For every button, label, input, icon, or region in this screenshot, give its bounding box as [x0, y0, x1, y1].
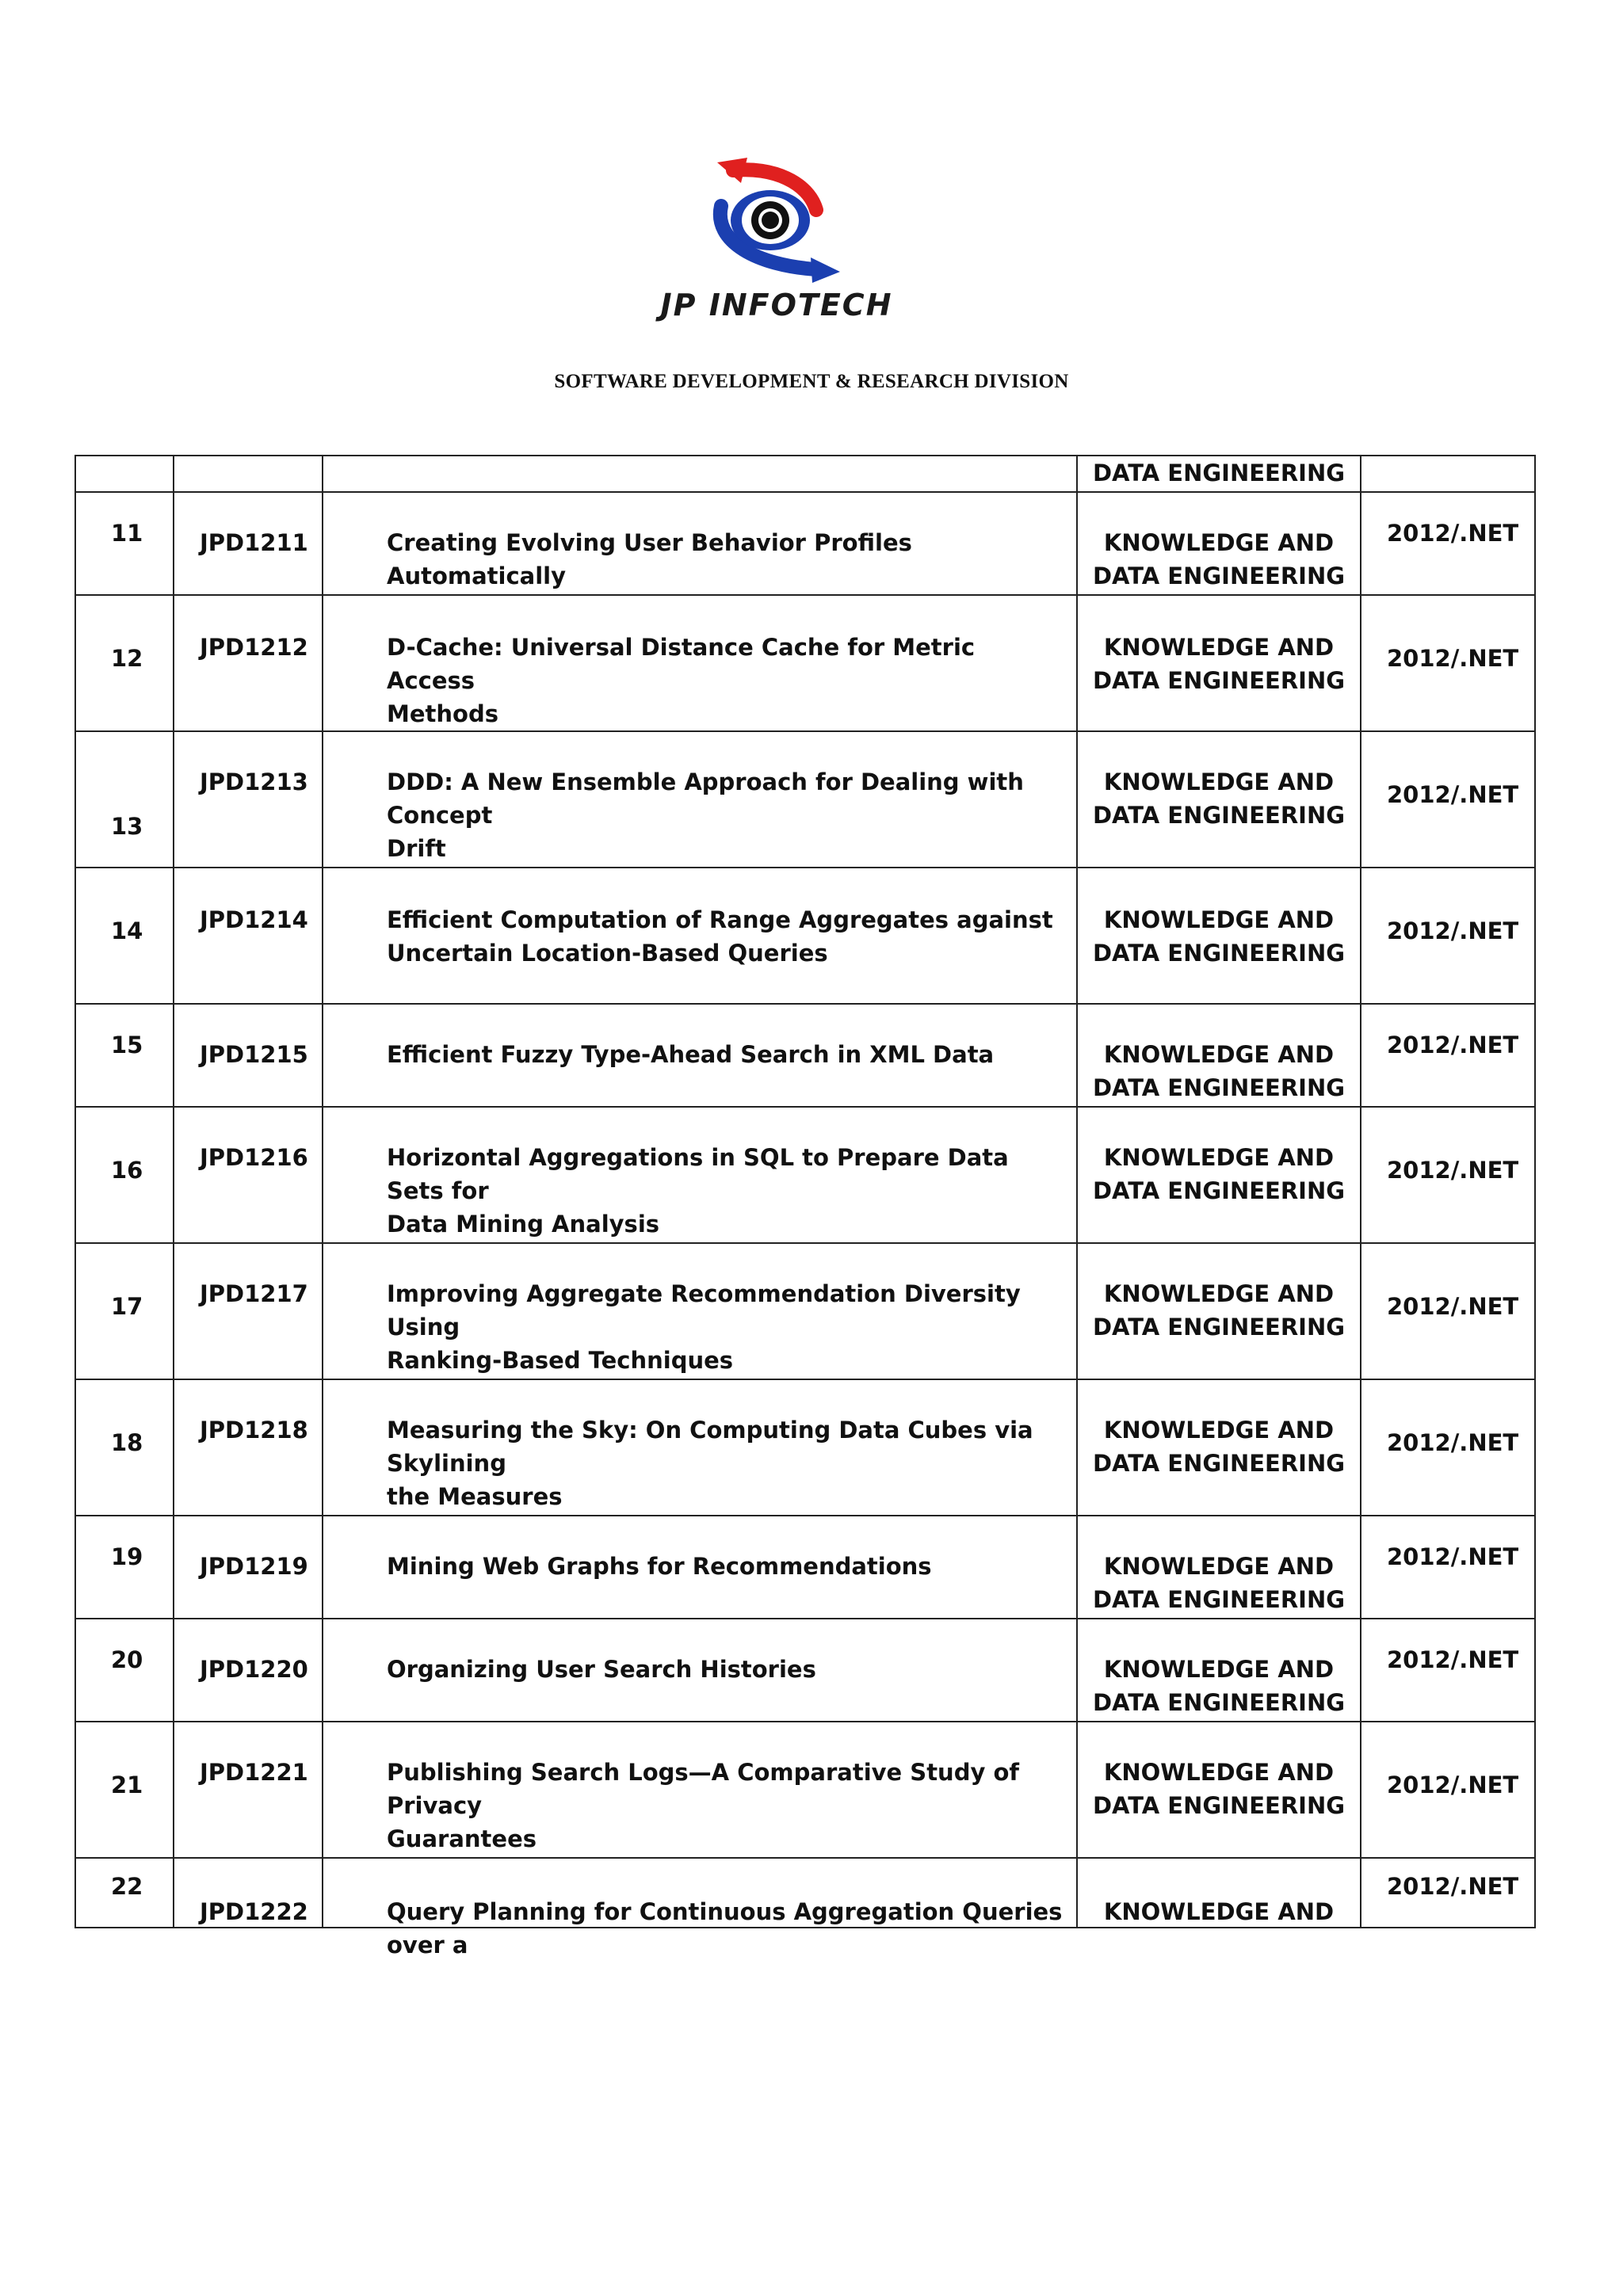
project-title — [387, 1277, 1065, 1377]
serial-number: 19 — [111, 1543, 143, 1570]
no-cell — [75, 456, 174, 492]
title-cell — [323, 1722, 1077, 1858]
domain-cell — [1077, 1004, 1361, 1107]
domain-cell — [1077, 1858, 1361, 1928]
project-year-tech: 2012/.NET — [1387, 1032, 1519, 1058]
project-year-tech: 2012/.NET — [1387, 1873, 1519, 1900]
serial-number: 22 — [111, 1873, 143, 1900]
project-domain-line: KNOWLEDGE AND — [1103, 906, 1335, 933]
project-code: JPD1212 — [200, 634, 308, 661]
project-title-line: Data Mining Analysis — [387, 1211, 660, 1238]
project-domain — [1078, 1141, 1360, 1207]
project-title-line: Publishing Search Logs—A Comparative Study of Privacy — [387, 1759, 1019, 1819]
project-domain-line: KNOWLEDGE AND — [1103, 1759, 1335, 1786]
code-cell — [174, 731, 323, 868]
project-title — [387, 1895, 1065, 1962]
project-domain-line: DATA ENGINEERING — [1092, 667, 1346, 694]
project-domain-line: KNOWLEDGE AND — [1103, 1553, 1335, 1580]
project-title-line: Organizing User Search Histories — [387, 1656, 816, 1683]
no-cell — [75, 1243, 174, 1379]
project-title-line: Improving Aggregate Recommendation Diversity Using — [387, 1280, 1021, 1341]
project-title — [387, 1653, 1065, 1686]
project-domain — [1078, 903, 1360, 970]
project-domain-line: DATA ENGINEERING — [1092, 1074, 1346, 1101]
table-row — [75, 1243, 1535, 1379]
code-cell — [174, 1858, 323, 1928]
title-cell — [323, 1619, 1077, 1722]
domain-cell — [1077, 1379, 1361, 1516]
serial-number: 20 — [111, 1646, 143, 1673]
table-row — [75, 492, 1535, 595]
no-cell — [75, 492, 174, 595]
title-cell — [323, 1516, 1077, 1619]
project-domain-line: DATA ENGINEERING — [1092, 940, 1346, 967]
project-title-line: Horizontal Aggregations in SQL to Prepare Data Sets for — [387, 1144, 1009, 1204]
project-code: JPD1222 — [200, 1898, 308, 1925]
project-code: JPD1218 — [200, 1417, 308, 1444]
no-cell — [75, 731, 174, 868]
project-domain-line: DATA ENGINEERING — [1092, 1177, 1346, 1204]
eye-arrows-logo-icon — [678, 154, 876, 289]
brand-name: JP INFOTECH — [660, 288, 893, 322]
tech-cell — [1361, 731, 1535, 868]
domain-text: DATA ENGINEERING — [1092, 460, 1346, 486]
project-domain — [1078, 765, 1360, 832]
tech-cell — [1361, 456, 1535, 492]
project-year-tech: 2012/.NET — [1387, 1157, 1519, 1184]
project-year-tech: 2012/.NET — [1387, 1543, 1519, 1570]
project-domain-line: KNOWLEDGE AND — [1103, 1656, 1335, 1683]
project-domain — [1078, 1277, 1360, 1344]
code-cell — [174, 1004, 323, 1107]
project-domain-line: DATA ENGINEERING — [1092, 1586, 1346, 1613]
domain-cell — [1077, 1722, 1361, 1858]
code-cell — [174, 492, 323, 595]
title-cell — [323, 1107, 1077, 1243]
tech-cell — [1361, 1858, 1535, 1928]
project-year-tech: 2012/.NET — [1387, 917, 1519, 944]
project-year-tech: 2012/.NET — [1387, 1772, 1519, 1798]
project-domain-line: DATA ENGINEERING — [1092, 1314, 1346, 1341]
tech-cell — [1361, 1516, 1535, 1619]
table-row — [75, 1004, 1535, 1107]
table-row — [75, 1379, 1535, 1516]
serial-number: 14 — [111, 917, 143, 944]
project-title — [387, 526, 1065, 593]
serial-number: 13 — [111, 813, 143, 840]
domain-cell — [1077, 868, 1361, 1004]
project-title-line: the Measures — [387, 1483, 563, 1510]
project-domain-line: DATA ENGINEERING — [1092, 563, 1346, 589]
project-domain-line: KNOWLEDGE AND — [1103, 1041, 1335, 1068]
company-logo — [646, 154, 907, 337]
project-table — [74, 455, 1536, 1958]
tech-cell — [1361, 492, 1535, 595]
project-year-tech: 2012/.NET — [1387, 1429, 1519, 1456]
project-domain-line: KNOWLEDGE AND — [1103, 1144, 1335, 1171]
title-cell — [323, 1004, 1077, 1107]
serial-number: 18 — [111, 1429, 143, 1456]
project-code: JPD1214 — [200, 906, 308, 933]
tech-cell — [1361, 1619, 1535, 1722]
project-code: JPD1217 — [200, 1280, 308, 1307]
title-cell — [323, 456, 1077, 492]
project-year-tech: 2012/.NET — [1387, 781, 1519, 808]
project-title-line: Measuring the Sky: On Computing Data Cubes via Skylining — [387, 1417, 1033, 1477]
tech-cell — [1361, 1243, 1535, 1379]
code-cell — [174, 1516, 323, 1619]
tech-cell — [1361, 1004, 1535, 1107]
tech-cell — [1361, 868, 1535, 1004]
continuation-row — [75, 456, 1535, 492]
code-cell — [174, 1722, 323, 1858]
title-cell — [323, 1243, 1077, 1379]
project-year-tech: 2012/.NET — [1387, 645, 1519, 672]
domain-cell — [1077, 1619, 1361, 1722]
project-year-tech: 2012/.NET — [1387, 1646, 1519, 1673]
project-title — [387, 1550, 1065, 1583]
project-code: JPD1219 — [200, 1553, 308, 1580]
project-title — [387, 903, 1065, 970]
no-cell — [75, 1004, 174, 1107]
project-title-line: Creating Evolving User Behavior Profiles Automatically — [387, 529, 912, 589]
tech-cell — [1361, 1722, 1535, 1858]
project-title-line: D-Cache: Universal Distance Cache for Metric Access — [387, 634, 976, 694]
code-cell — [174, 1379, 323, 1516]
project-title — [387, 1038, 1065, 1071]
no-cell — [75, 1107, 174, 1243]
project-title-line: DDD: A New Ensemble Approach for Dealing with Concept — [387, 769, 1024, 829]
serial-number: 11 — [111, 520, 143, 547]
project-domain-line: DATA ENGINEERING — [1092, 1792, 1346, 1819]
table-row — [75, 595, 1535, 731]
code-cell — [174, 868, 323, 1004]
domain-cell — [1077, 456, 1361, 492]
table-row — [75, 1722, 1535, 1858]
domain-cell — [1077, 595, 1361, 731]
project-title — [387, 765, 1065, 865]
project-code: JPD1215 — [200, 1041, 308, 1068]
project-year-tech: 2012/.NET — [1387, 1293, 1519, 1320]
code-cell — [174, 456, 323, 492]
no-cell — [75, 868, 174, 1004]
tech-cell — [1361, 595, 1535, 731]
project-title-line: Query Planning for Continuous Aggregation Queries over a — [387, 1898, 1063, 1958]
project-code: JPD1216 — [200, 1144, 308, 1171]
title-cell — [323, 595, 1077, 731]
project-domain — [1078, 1653, 1360, 1719]
table-row — [75, 1858, 1535, 1928]
table-row — [75, 731, 1535, 868]
project-domain — [1078, 1895, 1360, 1928]
project-title-line: Drift — [387, 835, 446, 862]
project-domain-line: KNOWLEDGE AND — [1103, 1417, 1335, 1444]
project-title-line: Guarantees — [387, 1825, 537, 1852]
serial-number: 15 — [111, 1032, 143, 1058]
title-cell — [323, 868, 1077, 1004]
serial-number: 12 — [111, 645, 143, 672]
project-code: JPD1213 — [200, 769, 308, 795]
project-domain-line: DATA ENGINEERING — [1092, 1689, 1346, 1716]
project-title-line: Methods — [387, 700, 498, 727]
project-domain — [1078, 526, 1360, 593]
project-title-line: Efficient Computation of Range Aggregates against — [387, 906, 1053, 933]
project-title-line: Uncertain Location-Based Queries — [387, 940, 828, 967]
project-title — [387, 631, 1065, 730]
no-cell — [75, 1516, 174, 1619]
no-cell — [75, 1379, 174, 1516]
project-domain-line: KNOWLEDGE AND — [1103, 1898, 1335, 1925]
title-cell — [323, 1379, 1077, 1516]
project-title-line: Mining Web Graphs for Recommendations — [387, 1553, 932, 1580]
project-title — [387, 1413, 1065, 1513]
project-title-line: Ranking-Based Techniques — [387, 1347, 734, 1374]
table-row — [75, 1516, 1535, 1619]
code-cell — [174, 1619, 323, 1722]
domain-cell — [1077, 731, 1361, 868]
code-cell — [174, 1107, 323, 1243]
project-code: JPD1220 — [200, 1656, 308, 1683]
serial-number: 16 — [111, 1157, 143, 1184]
project-domain-line: KNOWLEDGE AND — [1103, 529, 1335, 556]
no-cell — [75, 1619, 174, 1722]
project-domain-line: KNOWLEDGE AND — [1103, 1280, 1335, 1307]
domain-cell — [1077, 492, 1361, 595]
domain-cell — [1077, 1107, 1361, 1243]
project-domain — [1078, 631, 1360, 697]
code-cell — [174, 595, 323, 731]
project-domain-line: KNOWLEDGE AND — [1103, 769, 1335, 795]
serial-number: 17 — [111, 1293, 143, 1320]
project-domain — [1078, 1038, 1360, 1104]
title-cell — [323, 1858, 1077, 1958]
project-title — [387, 1756, 1065, 1855]
title-cell — [323, 492, 1077, 595]
project-domain-line: KNOWLEDGE AND — [1103, 634, 1335, 661]
project-title-line: Efficient Fuzzy Type-Ahead Search in XML Data — [387, 1041, 995, 1068]
serial-number: 21 — [111, 1772, 143, 1798]
project-domain — [1078, 1550, 1360, 1616]
domain-cell — [1077, 1516, 1361, 1619]
division-heading: SOFTWARE DEVELOPMENT & RESEARCH DIVISION — [554, 371, 1069, 392]
tech-cell — [1361, 1379, 1535, 1516]
project-year-tech: 2012/.NET — [1387, 520, 1519, 547]
project-domain — [1078, 1756, 1360, 1822]
project-domain — [1078, 1413, 1360, 1480]
project-domain-line: DATA ENGINEERING — [1092, 802, 1346, 829]
project-code: JPD1221 — [200, 1759, 308, 1786]
no-cell — [75, 1858, 174, 1928]
no-cell — [75, 1722, 174, 1858]
no-cell — [75, 595, 174, 731]
project-code: JPD1211 — [200, 529, 308, 556]
table-row — [75, 868, 1535, 1004]
project-domain-line: DATA ENGINEERING — [1092, 1450, 1346, 1477]
code-cell — [174, 1243, 323, 1379]
tech-cell — [1361, 1107, 1535, 1243]
title-cell — [323, 731, 1077, 868]
domain-cell — [1077, 1243, 1361, 1379]
table-row — [75, 1107, 1535, 1243]
table-row — [75, 1619, 1535, 1722]
project-title — [387, 1141, 1065, 1241]
